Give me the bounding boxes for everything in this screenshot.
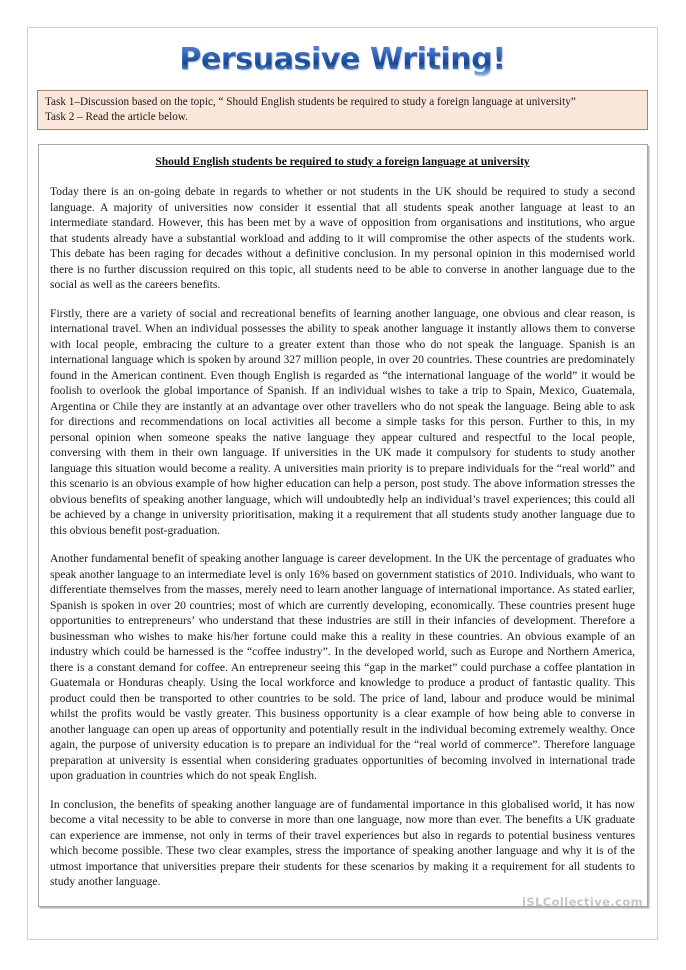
footer-watermark-row xyxy=(522,893,643,911)
task-2-line: Task 2 – Read the article below. xyxy=(45,110,188,123)
task-1-line: Task 1–Discussion based on the topic, “ Should English students be required to study a foreign language at university” xyxy=(45,96,576,108)
article-heading: Should English students be required to study a foreign language at university xyxy=(155,156,530,169)
article-paragraph: In conclusion, the benefits of speaking another language are of fundamental importance in this globalised world, it has now become a vital necessity to be able to converse in more than one language, now more than ever. The benefits a UK graduate can experience are immense, not only in terms of their travel experiences but also in regards to potential business ventures which become possible. These two clear examples, stress the importance of speaking another language and why it is of the utmost importance that universities prepare their students for these scenarios by making it a requirement for all students to study another language. xyxy=(50,797,635,889)
title-area xyxy=(28,28,657,86)
task-instructions-box xyxy=(37,90,648,130)
article-box xyxy=(38,144,648,907)
worksheet-page xyxy=(27,27,658,940)
article-paragraph: Today there is an on-going debate in regards to whether or not students in the UK should be required to study a second language. A majority of universities now consider it essential that all students speak another language at least to an intermediate standard. However, this has been met by a wave of opposition from organisations and institutions, who argue that students already have a substantial workload and adding to it will compromise the other aspects of the students work. This debate has been raging for decades without a definitive conclusion. In my personal opinion in this modernised world there is no further discussion required on this topic, all students need to be able to converse in another language due to the social as well as the careers benefits. xyxy=(50,185,635,292)
page-title: Persuasive Writing! xyxy=(179,41,506,77)
article-paragraph: Firstly, there are a variety of social and recreational benefits of learning another language, one obvious and clear reason, is international travel. When an individual possesses the ability to speak another language it instantly allows them to converse with local people, embracing the culture to a greater extent than those who do not speak the language. Spanish is an international language which is spoken by around 327 million people, in over 20 countries. These countries are predominately found in the American continent. Even though English is regarded as “the international language of the world” it would be foolish to overlook the global importance of Spanish. If an individual wishes to take a trip to Spain, Mexico, Guatemala, Argentina or Chile they are instantly at an advantage over other travellers who do not speak the language. Being able to ask for directions and recommendations on local activities all become a simple tasks for this person. Further to this, in my personal opinion when someone speaks the native language they appear cultured and respectful to the local people, conversing with them in their own language. If universities in the UK made it compulsory for students to study another language this situation would become a reality. A universities main priority is to prepare individuals for the “real world” and this scenario is an obvious example of how higher education can help a person, post study. The above information stresses the obvious benefits of speaking another language, which will undoubtedly help an individual’s travel experiences; this could all be achieved by a change in university prioritisation, making it a requirement that all students study another language due to this obvious benefit post-graduation. xyxy=(50,306,635,537)
islcollective-watermark: iSLCollective.com xyxy=(522,895,643,909)
article-paragraph: Another fundamental benefit of speaking another language is career development. In the UK the percentage of graduates who speak another language to an intermediate level is only 16% based on government statistics of 2010. Individuals, who want to differentiate themselves from the masses, merely need to learn another language of international importance. As stated earlier, Spanish is spoken in over 20 countries; most of which are currently developing, economically. These countries present huge opportunities to entrepreneurs’ who understand that these industries are still in their infancies of development. Therefore a businessman who wishes to make his/her fortune could make this a reality in these countries. An obvious example of an industry which could be harnessed is the “coffee industry”. In the developed world, such as Europe and Northern America, there is a constant demand for coffee. An entrepreneur seeing this “gap in the market” could purchase a coffee plantation in Guatemala or Honduras cheaply. Using the local workforce and knowledge to produce a product of fantastic quality. This product could then be transported to other countries to be sold. The price of land, labour and produce would be minimal whilst the profits would be vastly greater. This business opportunity is a clear example of how being able to converse in another language can open up areas of opportunity and potentially result in the individual becoming extremely wealthy. Once again, the purpose of university education is to prepare an individual for the “real world of commerce”. Therefore language preparation at university is essential when considering graduates opportunities of becoming involved in international trade upon graduation in countries which do not speak English. xyxy=(50,552,635,783)
